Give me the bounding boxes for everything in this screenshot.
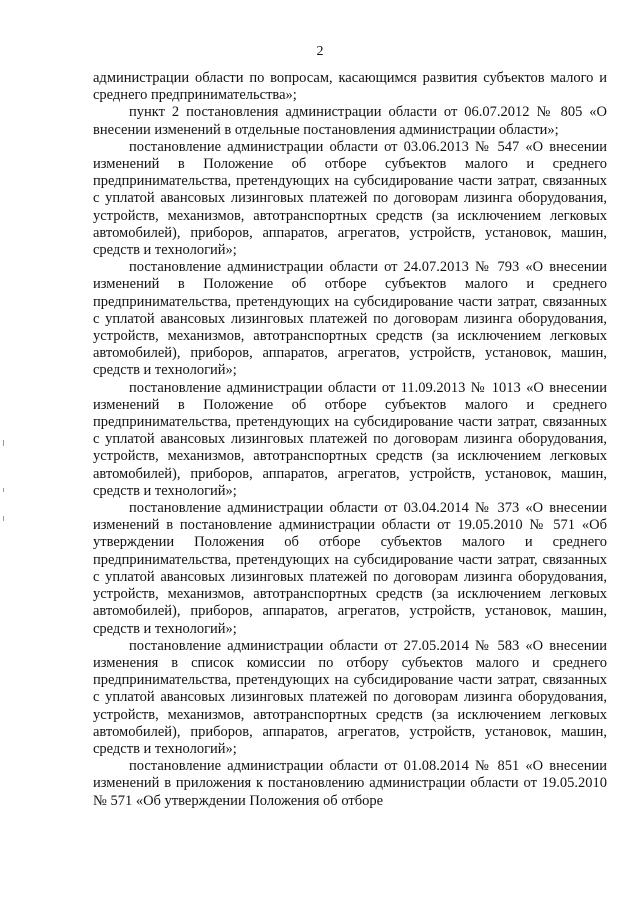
paragraph: постановление администрации области от 11.09.2013 № 1013 «О внесении изменений в Положение об отборе субъектов малого и среднего предпринимательства, претендующих на субсидирование части затрат, связанных с уплатой авансовых лизинговых платежей по договорам лизинга оборудования, устройств, механизмов, автотранспортных средств (за исключением легковых автомобилей), приборов, аппаратов, агрегатов, устройств, установок, машин, средств и технологий»; <box>93 379 607 499</box>
margin-mark <box>3 440 4 446</box>
margin-mark <box>3 516 4 521</box>
paragraph: постановление администрации области от 03.06.2013 № 547 «О внесении изменений в Положение об отборе субъектов малого и среднего предпринимательства, претендующих на субсидирование части затрат, связанных с уплатой авансовых лизинговых платежей по договорам лизинга оборудования, устройств, механизмов, автотранспортных средств (за исключением легковых автомобилей), приборов, аппаратов, агрегатов, устройств, установок, машин, средств и технологий»; <box>93 138 607 259</box>
paragraph: постановление администрации области от 24.07.2013 № 793 «О внесении изменений в Положение об отборе субъектов малого и среднего предпринимательства, претендующих на субсидирование части затрат, связанных с уплатой авансовых лизинговых платежей по договорам лизинга оборудования, устройств, механизмов, автотранспортных средств (за исключением легковых автомобилей), приборов, аппаратов, агрегатов, устройств, установок, машин, средств и технологий»; <box>93 259 607 379</box>
paragraph: администрации области по вопросам, касающимся развития субъектов малого и среднего предпринимательства»; <box>93 70 607 104</box>
margin-mark <box>3 488 4 492</box>
paragraph: постановление администрации области от 27.05.2014 № 583 «О внесении изменения в список комиссии по отбору субъектов малого и среднего предпринимательства, претендующих на субсидирование части затрат, связанных с уплатой авансовых лизинговых платежей по договорам лизинга оборудования, устройств, механизмов, автотранспортных средств (за исключением легковых автомобилей), приборов, аппаратов, агрегатов, устройств, установок, машин, средств и технологий»; <box>93 637 607 757</box>
document-body <box>93 70 607 810</box>
paragraph: постановление администрации области от 01.08.2014 № 851 «О внесении изменений в приложения к постановлению администрации области от 19.05.2010 № 571 «Об утверждении Положения об отборе <box>93 758 607 809</box>
page-number: 2 <box>316 44 324 59</box>
paragraph: пункт 2 постановления администрации области от 06.07.2012 № 805 «О внесении изменений в отдельные постановления администрации области»; <box>93 104 607 138</box>
paragraph: постановление администрации области от 03.04.2014 № 373 «О внесении изменений в постановление администрации области от 19.05.2010 № 571 «Об утверждении Положения об отборе субъектов малого и среднего предпринимательства, претендующих на субсидирование части затрат, связанных с уплатой авансовых лизинговых платежей по договорам лизинга оборудования, устройств, механизмов, автотранспортных средств (за исключением легковых автомобилей), приборов, аппаратов, агрегатов, устройств, установок, машин, средств и технологий»; <box>93 500 607 637</box>
